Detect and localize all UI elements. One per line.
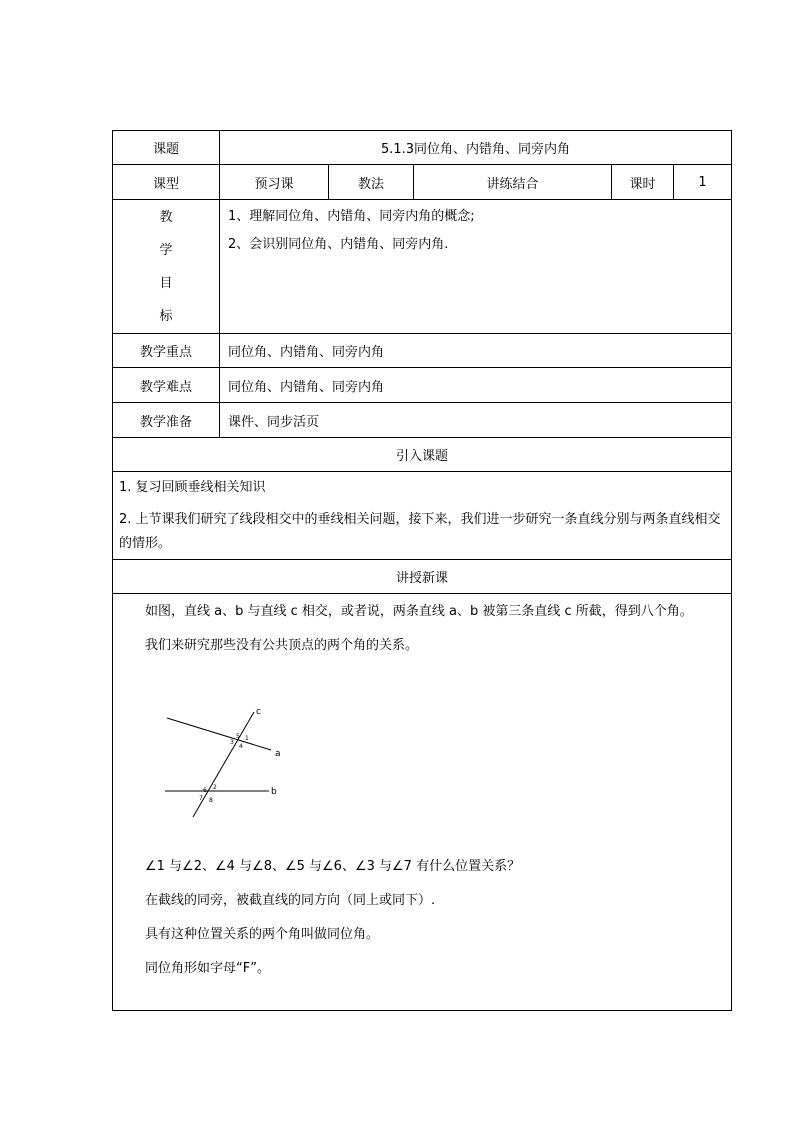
line-a-label: a [275, 749, 281, 759]
line-b-label: b [271, 787, 277, 797]
preparation-value: 课件、同步活页 [220, 403, 732, 438]
objectives-label-char: 标 [159, 308, 173, 324]
lecture-paragraph: 我们来研究那些没有公共顶点的两个角的关系。 [145, 638, 419, 653]
type-value: 预习课 [220, 165, 329, 200]
lecture-paragraph: 如图，直线 a、b 与直线 c 相交，或者说，两条直线 a、b 被第三条直线 c 所截，得到八个角。 [145, 604, 693, 619]
intro-content-row [113, 472, 732, 560]
intro-heading: 引入课题 [113, 438, 732, 472]
intro-paragraph: 2. 上节课我们研究了线段相交中的垂线相关问题，接下来，我们进一步研究一条直线分别与两条直线相交的情形。 [119, 512, 721, 551]
preparation-label: 教学准备 [113, 403, 220, 438]
intro-paragraph: 1. 复习回顾垂线相关知识 [119, 480, 266, 495]
intro-heading-row [113, 438, 732, 472]
lecture-content [113, 594, 732, 1011]
type-label: 课型 [113, 165, 220, 200]
angle-1-label: 1 [245, 735, 249, 742]
lecture-question: ∠1 与∠2、∠4 与∠8、∠5 与∠6、∠3 与∠7 有什么位置关系？ [145, 859, 521, 874]
lecture-heading-row [113, 560, 732, 594]
hours-label: 课时 [612, 165, 674, 200]
angle-6-label: 6 [203, 787, 207, 794]
angle-4-label: 4 [239, 743, 243, 750]
angle-7-label: 7 [199, 795, 203, 802]
transversal-diagram [159, 708, 299, 833]
objectives-label-char: 教 [159, 209, 173, 225]
topic-row [113, 131, 732, 165]
method-value: 讲练结合 [414, 165, 612, 200]
angle-8-label: 8 [209, 797, 213, 804]
intro-content [113, 472, 732, 560]
lecture-content-row [113, 594, 732, 1011]
objectives-content [220, 200, 732, 334]
difficulties-row [113, 368, 732, 403]
objective-item: 2、会识别同位角、内错角、同旁内角. [228, 237, 449, 252]
key-points-label: 教学重点 [113, 334, 220, 368]
line-a [167, 718, 271, 750]
type-row [113, 165, 732, 200]
lecture-answer: 在截线的同旁，被截直线的同方向（同上或同下）. [145, 893, 436, 908]
line-c-label: c [256, 708, 261, 717]
objectives-label-char: 目 [159, 275, 173, 291]
lesson-plan-table [112, 130, 732, 1011]
angle-2-label: 2 [213, 784, 217, 791]
angle-5-label: 5 [236, 733, 240, 740]
preparation-row [113, 403, 732, 438]
key-points-row [113, 334, 732, 368]
topic-value: 5.1.3同位角、内错角、同旁内角 [220, 131, 732, 165]
lecture-heading: 讲授新课 [113, 560, 732, 594]
objective-item: 1、理解同位角、内错角、同旁内角的概念; [228, 209, 475, 224]
topic-label: 课题 [113, 131, 220, 165]
objectives-row [113, 200, 732, 334]
hours-value: 1 [674, 165, 732, 200]
objectives-label-char: 学 [159, 242, 173, 258]
difficulties-label: 教学难点 [113, 368, 220, 403]
objectives-label [113, 200, 220, 334]
difficulties-value: 同位角、内错角、同旁内角 [220, 368, 732, 403]
method-label: 教法 [329, 165, 414, 200]
key-points-value: 同位角、内错角、同旁内角 [220, 334, 732, 368]
angle-3-label: 3 [230, 739, 234, 746]
lecture-definition: 具有这种位置关系的两个角叫做同位角。 [145, 927, 380, 942]
transversal-figure [159, 708, 299, 833]
lecture-shape-note: 同位角形如字母“F”。 [145, 961, 270, 976]
